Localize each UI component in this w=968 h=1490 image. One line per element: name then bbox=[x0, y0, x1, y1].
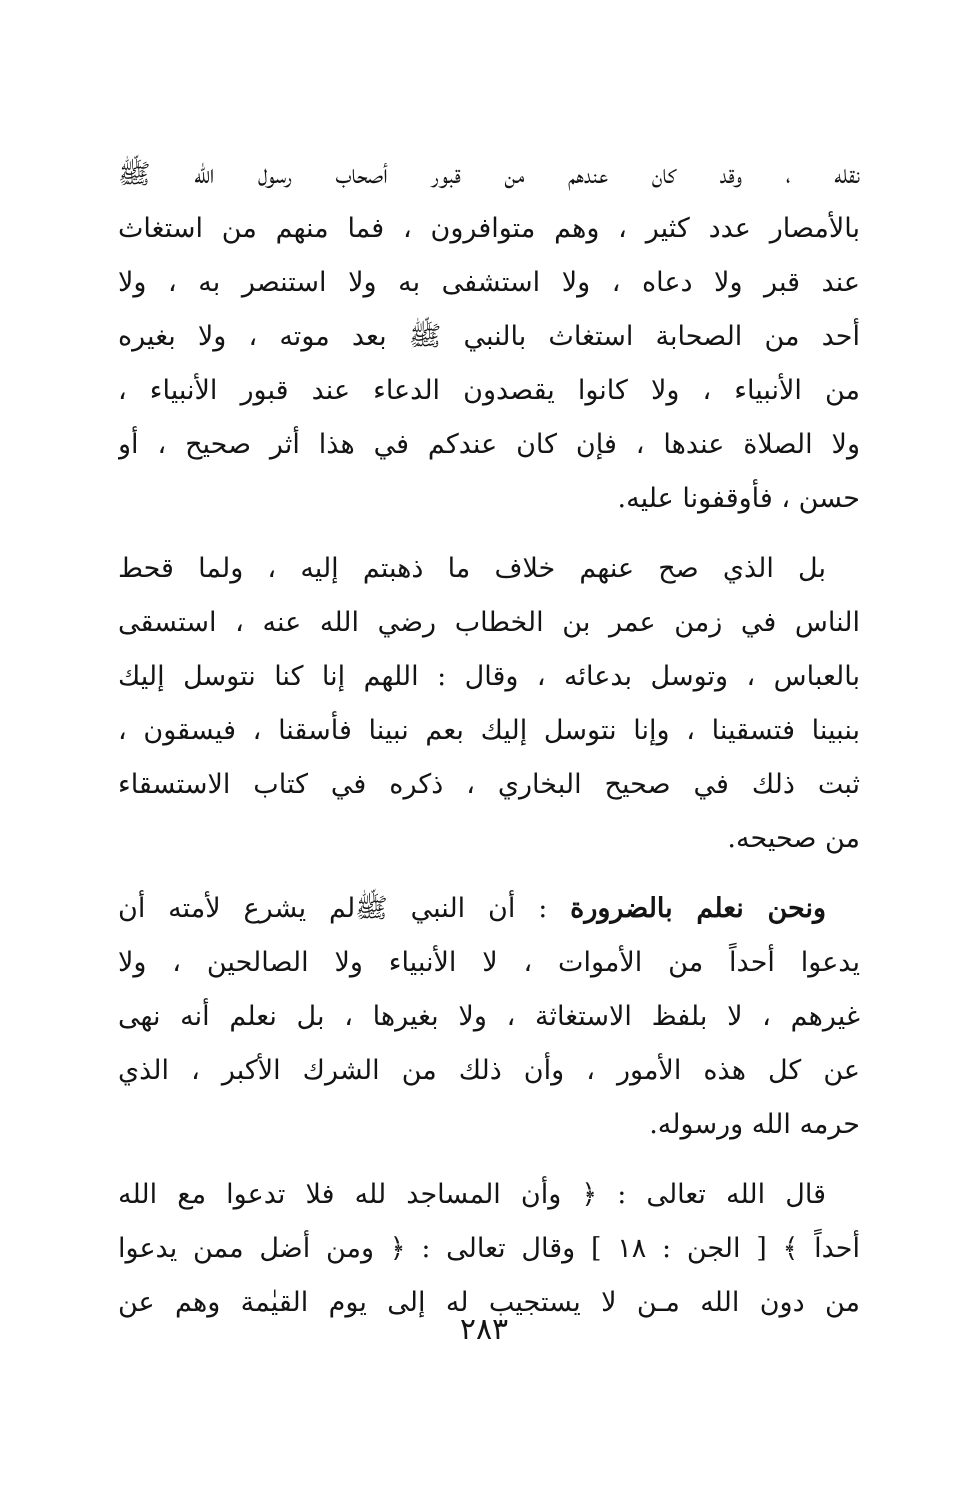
text-line: بنبينا فتسقينا ، وإنا نتوسل إليك بعم نبينا فأسقنا ، فيسقون ، bbox=[118, 715, 860, 746]
text-line: أحداً ﴾ [ الجن : ١٨ ] وقال تعالى : ﴿ ومن أضل ممن يدعوا bbox=[118, 1233, 860, 1264]
text-line: بالعباس ، وتوسل بدعائه ، وقال : اللهم إنا كنا نتوسل إليك bbox=[118, 661, 860, 692]
text-line: ثبت ذلك في صحيح البخاري ، ذكره في كتاب الاستسقاء bbox=[118, 769, 860, 800]
text-line: من دون الله مـن لا يستجيب له إلى يوم القيٰمة وهم عن bbox=[118, 1287, 860, 1318]
text-line: أحد من الصحابة استغاث بالنبي ﷺ بعد موته ، ولا بغيره bbox=[118, 321, 860, 352]
text-line bbox=[118, 882, 860, 936]
text-line: من الأنبياء ، ولا كانوا يقصدون الدعاء عند قبور الأنبياء ، bbox=[118, 375, 860, 406]
text-line: قال الله تعالى : ﴿ وأن المساجد لله فلا تدعوا مع الله bbox=[118, 1179, 826, 1210]
page-body bbox=[118, 148, 860, 1330]
text-line: الناس في زمن عمر بن الخطاب رضي الله عنه ، استسقى bbox=[118, 607, 860, 638]
text-line: ولا الصلاة عندها ، فإن كان عندكم في هذا أثر صحيح ، أو bbox=[118, 429, 860, 460]
paragraph-gap bbox=[118, 1152, 860, 1168]
text-line: بالأمصار عدد كثير ، وهم متوافرون ، فما منهم من استغاث bbox=[118, 213, 860, 244]
text-line: حسن ، فأوقفونا عليه. bbox=[617, 483, 860, 514]
text-line: نقله ، وقد كان عندهم من قبور أصحاب رسول الله ﷺ bbox=[118, 159, 860, 190]
text-line: حرمه الله ورسوله. bbox=[649, 1109, 860, 1140]
paragraph-gap bbox=[118, 526, 860, 542]
text-line: عن كل هذه الأمور ، وأن ذلك من الشرك الأكبر ، الذي bbox=[118, 1055, 860, 1086]
paragraph-gap bbox=[118, 866, 860, 882]
paragraph-3 bbox=[118, 882, 860, 1152]
text-line: بل الذي صح عنهم خلاف ما ذهبتم إليه ، ولما قحط bbox=[118, 553, 826, 584]
bold-lead-phrase: ونحن نعلم بالضرورة bbox=[570, 893, 826, 924]
paragraph-1 bbox=[118, 148, 860, 526]
text-line: غيرهم ، لا بلفظ الاستغاثة ، ولا بغيرها ، بل نعلم أنه نهى bbox=[118, 1001, 860, 1032]
paragraph-4 bbox=[118, 1168, 860, 1330]
text-line: يدعوا أحداً من الأموات ، لا الأنبياء ولا الصالحين ، ولا bbox=[118, 947, 860, 978]
text-line: عند قبر ولا دعاه ، ولا استشفى به ولا استنصر به ، ولا bbox=[118, 267, 860, 298]
paragraph-2 bbox=[118, 542, 860, 866]
text-run: : أن النبي ﷺلم يشرع لأمته أن bbox=[118, 893, 571, 924]
page-number: ٢٨٣ bbox=[459, 1312, 509, 1347]
text-line: من صحيحه. bbox=[727, 823, 860, 854]
